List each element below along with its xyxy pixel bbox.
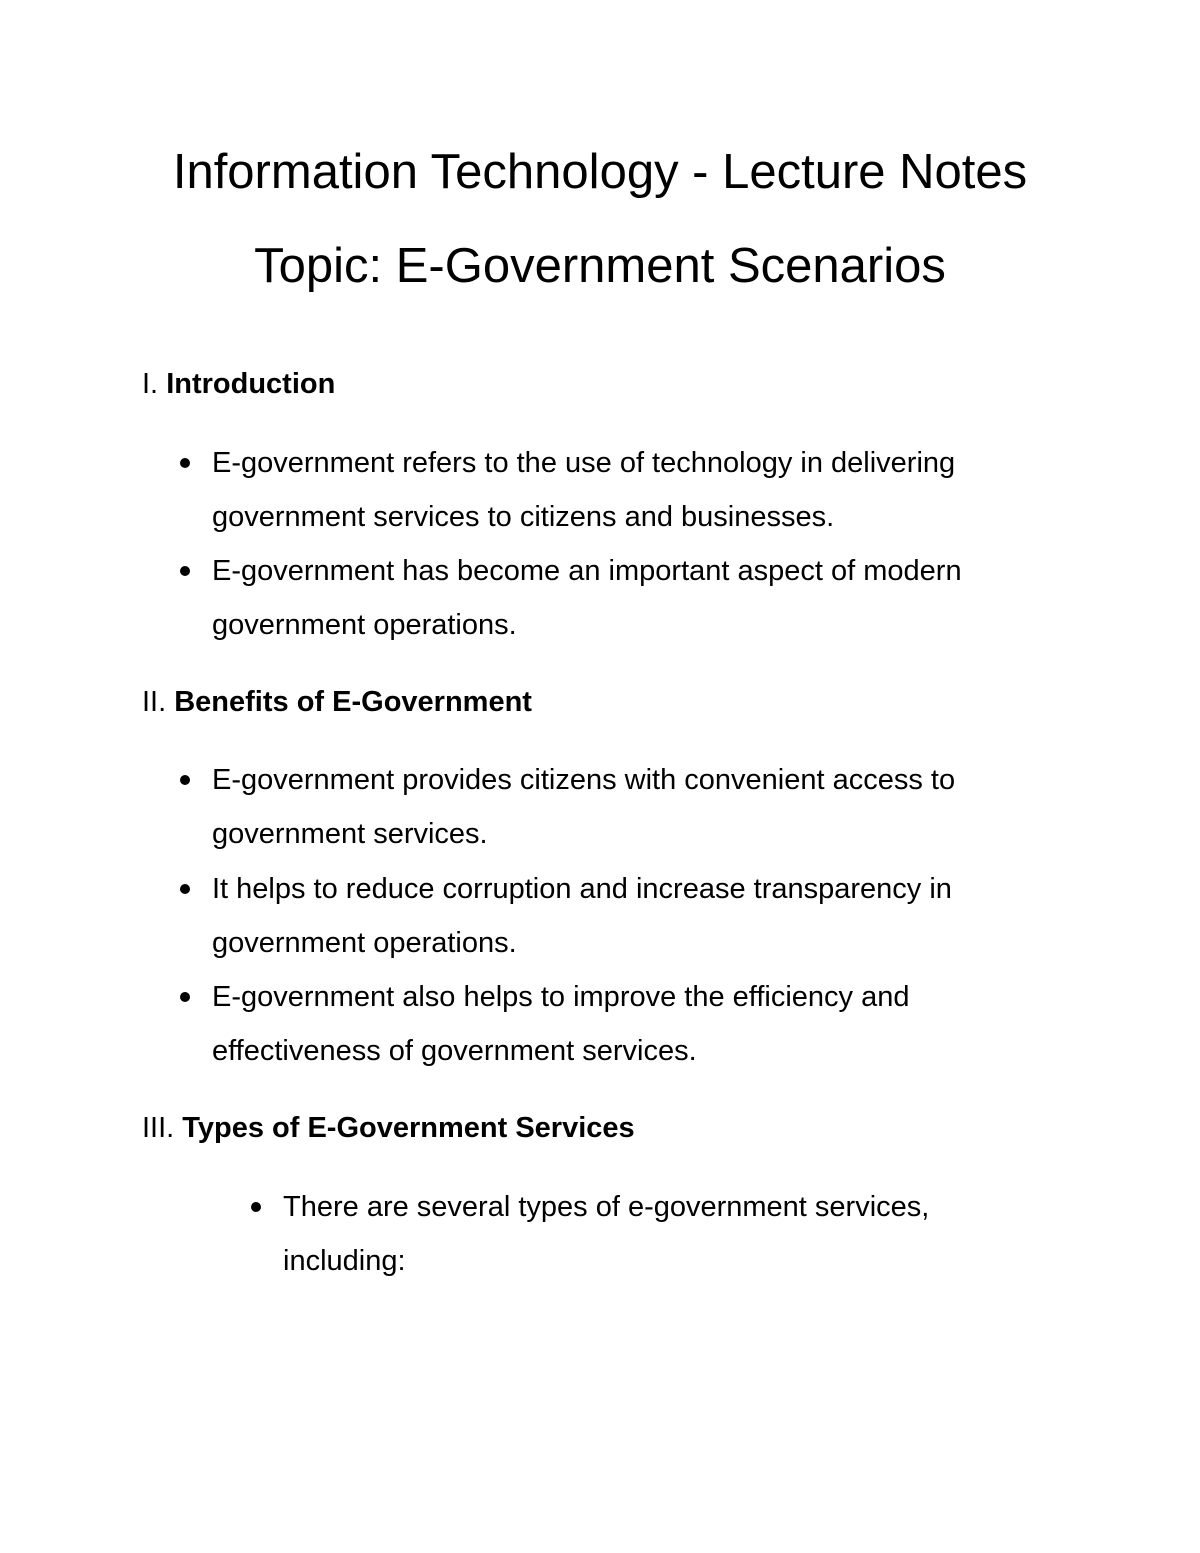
list-item-text: E-government refers to the use of technology in delivering government services to citizens and businesses. xyxy=(212,447,956,533)
document-title: Information Technology - Lecture Notes xyxy=(172,145,1028,199)
list-item xyxy=(248,1180,1048,1288)
list-item-text: It helps to reduce corruption and increase transparency in government operations. xyxy=(212,873,952,959)
section-heading-benefits xyxy=(142,684,532,720)
section-number: I. xyxy=(142,368,159,400)
list-item-text: E-government has become an important aspect of modern government operations. xyxy=(212,555,962,641)
section-heading-introduction xyxy=(142,366,335,402)
list-item-text: E-government also helps to improve the efficiency and effectiveness of government services. xyxy=(212,981,910,1067)
list-item xyxy=(178,544,1038,652)
bullet-icon xyxy=(180,775,190,785)
list-item xyxy=(178,753,1038,861)
list-item-text: E-government provides citizens with convenient access to government services. xyxy=(212,764,956,850)
bullet-icon xyxy=(180,566,190,576)
section-number: II. xyxy=(142,686,167,718)
section-heading-types xyxy=(142,1110,635,1146)
section-title: Types of E-Government Services xyxy=(182,1112,635,1144)
list-item xyxy=(178,970,1038,1078)
bullet-icon xyxy=(180,458,190,468)
list-item xyxy=(178,436,1038,544)
bullet-icon xyxy=(251,1202,261,1212)
section-number: III. xyxy=(142,1112,175,1144)
list-item xyxy=(178,862,1038,970)
bullet-icon xyxy=(180,992,190,1002)
bullet-icon xyxy=(180,884,190,894)
section-title: Introduction xyxy=(166,368,336,400)
document-subtitle: Topic: E-Government Scenarios xyxy=(254,239,946,293)
section-title: Benefits of E-Government xyxy=(174,686,532,718)
list-item-text: There are several types of e-government services, including: xyxy=(283,1191,930,1277)
